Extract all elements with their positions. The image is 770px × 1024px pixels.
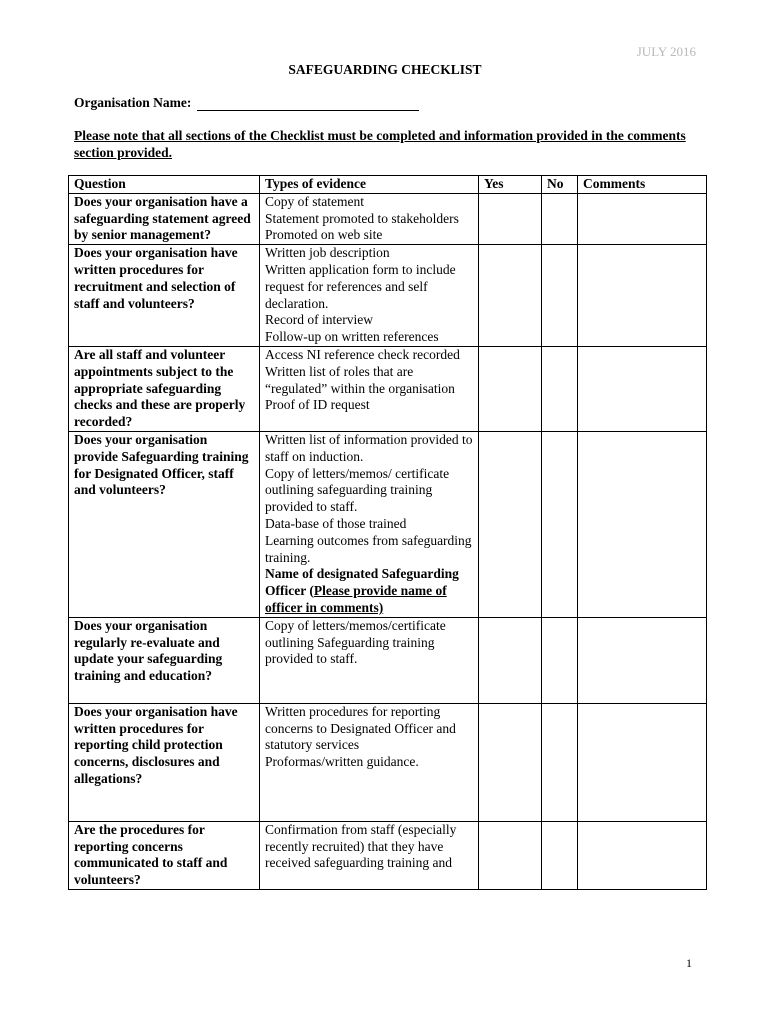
table-row (69, 821, 707, 889)
no-cell[interactable] (542, 821, 578, 889)
organisation-name-label: Organisation Name: (74, 95, 192, 110)
comments-cell[interactable] (578, 245, 707, 347)
comments-cell[interactable] (578, 821, 707, 889)
table-row (69, 617, 707, 703)
question-cell: Are the procedures for reporting concerns communicated to staff and volunteers? (69, 821, 260, 889)
document-date: JULY 2016 (636, 44, 696, 59)
header-comments: Comments (578, 176, 707, 194)
no-cell[interactable] (542, 617, 578, 703)
no-cell[interactable] (542, 346, 578, 431)
comments-cell[interactable] (578, 703, 707, 821)
table-row (69, 431, 707, 617)
question-cell: Are all staff and volunteer appointments subject to the appropriate safeguarding checks and these are properly recorded? (69, 346, 260, 431)
header-yes: Yes (479, 176, 542, 194)
comments-cell[interactable] (578, 431, 707, 617)
no-cell[interactable] (542, 193, 578, 244)
table-header-row (69, 176, 707, 194)
evidence-cell: Copy of statement Statement promoted to stakeholders Promoted on web site (260, 193, 479, 244)
question-cell: Does your organisation have a safeguarding statement agreed by senior management? (69, 193, 260, 244)
yes-cell[interactable] (479, 821, 542, 889)
header-no: No (542, 176, 578, 194)
evidence-cell: Access NI reference check recorded Written list of roles that are “regulated” within the organisation Proof of ID request (260, 346, 479, 431)
instruction-note: Please note that all sections of the Checklist must be completed and information provided in the comments section provided. (74, 128, 686, 160)
designated-officer-instruction: Please provide name of officer in comments) (265, 583, 447, 615)
evidence-cell: Confirmation from staff (especially recently recruited) that they have received safeguarding training and (260, 821, 479, 889)
no-cell[interactable] (542, 245, 578, 347)
evidence-cell: Written procedures for reporting concerns to Designated Officer and statutory services Proformas/written guidance. (260, 703, 479, 821)
header-evidence: Types of evidence (260, 176, 479, 194)
no-cell[interactable] (542, 703, 578, 821)
question-cell: Does your organisation provide Safeguarding training for Designated Officer, staff and volunteers? (69, 431, 260, 617)
no-cell[interactable] (542, 431, 578, 617)
yes-cell[interactable] (479, 431, 542, 617)
header-question: Question (69, 176, 260, 194)
yes-cell[interactable] (479, 617, 542, 703)
yes-cell[interactable] (479, 193, 542, 244)
question-cell: Does your organisation regularly re-evaluate and update your safeguarding training and education? (69, 617, 260, 703)
comments-cell[interactable] (578, 346, 707, 431)
yes-cell[interactable] (479, 245, 542, 347)
designated-officer-note (265, 566, 473, 616)
table-row (69, 703, 707, 821)
safeguarding-checklist-table (68, 175, 707, 890)
table-row (69, 245, 707, 347)
evidence-text: Written list of information provided to staff on induction. Copy of letters/memos/ certificate outlining safeguarding training provided to staff. Data-base of those trained Learning outcomes from safeguarding training. (265, 431, 473, 565)
question-cell: Does your organisation have written procedures for reporting child protection concerns, disclosures and allegations? (69, 703, 260, 821)
evidence-cell (260, 431, 479, 617)
page-number: 1 (686, 956, 692, 970)
organisation-name-field (74, 95, 419, 111)
yes-cell[interactable] (479, 346, 542, 431)
table-row (69, 193, 707, 244)
comments-cell[interactable] (578, 617, 707, 703)
organisation-name-blank-line[interactable] (197, 96, 419, 111)
designated-officer-label: Name of designated Safeguarding Officer ( (265, 566, 459, 599)
table-row (69, 346, 707, 431)
evidence-cell: Copy of letters/memos/certificate outlining Safeguarding training provided to staff. (260, 617, 479, 703)
evidence-cell: Written job description Written application form to include request for references and self declaration. Record of interview Follow-up on written references (260, 245, 479, 347)
question-cell: Does your organisation have written procedures for recruitment and selection of staff and volunteers? (69, 245, 260, 347)
yes-cell[interactable] (479, 703, 542, 821)
comments-cell[interactable] (578, 193, 707, 244)
document-title: SAFEGUARDING CHECKLIST (288, 62, 482, 77)
